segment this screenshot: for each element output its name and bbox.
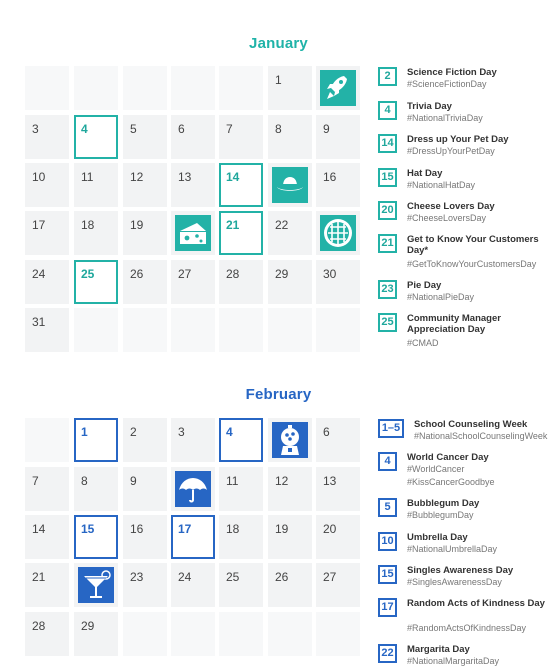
feb-day-5-cell — [268, 418, 312, 462]
day-number: 28 — [32, 619, 46, 633]
day-number: 28 — [226, 267, 240, 281]
date-badge: 25 — [378, 313, 397, 332]
feb-day-22-cell — [74, 563, 118, 607]
holiday-name: Community Manager Appreciation Day — [407, 313, 501, 335]
jan-day-26-cell — [123, 260, 167, 304]
jan-day-11-cell — [74, 163, 118, 207]
jan-day-18-cell — [74, 211, 118, 255]
hashtag: #NationalSchoolCounselingWeek — [414, 431, 548, 441]
day-number: 18 — [81, 218, 95, 232]
day-number: 4 — [226, 425, 233, 439]
day-number: 16 — [323, 170, 337, 184]
feb-day-15-cell — [74, 515, 118, 559]
jan-day-14-cell — [219, 163, 263, 207]
day-number: 3 — [32, 122, 39, 136]
jan-day-24-cell — [25, 260, 69, 304]
date-badge: 14 — [378, 134, 397, 153]
feb-empty-cell — [219, 612, 263, 656]
day-number: 1 — [81, 425, 88, 439]
jan-empty-cell — [74, 66, 118, 110]
jan-day-1-cell — [268, 66, 312, 110]
date-badge: 20 — [378, 201, 397, 220]
day-number: 25 — [226, 570, 240, 584]
jan-empty-cell — [74, 308, 118, 352]
day-number: 15 — [81, 522, 95, 536]
day-number: 7 — [32, 474, 39, 488]
jan-day-31-cell — [25, 308, 69, 352]
feb-day-13-cell — [316, 467, 360, 511]
day-number: 11 — [226, 474, 239, 488]
jan-day-27-cell — [171, 260, 215, 304]
jan-empty-cell — [268, 308, 312, 352]
day-number: 27 — [178, 267, 192, 281]
date-badge: 15 — [378, 168, 397, 187]
day-number: 17 — [178, 522, 192, 536]
day-number: 10 — [32, 170, 46, 184]
day-number: 17 — [32, 218, 46, 232]
date-badge: 5 — [378, 498, 397, 517]
day-number: 7 — [226, 122, 233, 136]
day-number: 25 — [81, 267, 95, 281]
jan-day-13-cell — [171, 163, 215, 207]
jan-empty-cell — [123, 66, 167, 110]
holiday-name: Margarita Day — [407, 644, 470, 655]
jan-empty-cell — [219, 308, 263, 352]
feb-empty-cell — [316, 612, 360, 656]
feb-day-8-cell — [74, 467, 118, 511]
feb-day-11-cell — [219, 467, 263, 511]
holiday-name: Science Fiction Day — [407, 67, 497, 78]
feb-day-9-cell — [123, 467, 167, 511]
day-number: 9 — [130, 474, 137, 488]
jan-day-17-cell — [25, 211, 69, 255]
holiday-name: Bubblegum Day — [407, 498, 480, 509]
day-number: 24 — [178, 570, 192, 584]
jan-day-10-cell — [25, 163, 69, 207]
feb-day-27-cell — [316, 563, 360, 607]
feb-day-25-cell — [219, 563, 263, 607]
hashtag: #NationalTriviaDay — [407, 113, 483, 123]
date-badge: 15 — [378, 565, 397, 584]
jan-day-21-cell — [219, 211, 263, 255]
hashtag: #GetToKnowYourCustomersDay — [407, 259, 537, 269]
feb-day-26-cell — [268, 563, 312, 607]
day-number: 6 — [178, 122, 185, 136]
jan-day-12-cell — [123, 163, 167, 207]
feb-empty-cell — [171, 612, 215, 656]
jan-empty-cell — [171, 66, 215, 110]
day-number: 31 — [32, 315, 46, 329]
holiday-name: Trivia Day — [407, 101, 452, 112]
holiday-name: Dress up Your Pet Day — [407, 134, 509, 145]
day-number: 8 — [275, 122, 282, 136]
date-badge: 4 — [378, 101, 397, 120]
jan-day-16-cell — [316, 163, 360, 207]
day-number: 27 — [323, 570, 337, 584]
day-number: 29 — [275, 267, 289, 281]
feb-day-20-cell — [316, 515, 360, 559]
feb-day-12-cell — [268, 467, 312, 511]
date-badge: 22 — [378, 644, 397, 663]
hashtag: #DressUpYourPetDay — [407, 146, 495, 156]
feb-day-28-cell — [25, 612, 69, 656]
day-number: 2 — [130, 425, 137, 439]
feb-day-7-cell — [25, 467, 69, 511]
feb-day-10-cell — [171, 467, 215, 511]
holiday-name: Umbrella Day — [407, 532, 468, 543]
day-number: 18 — [226, 522, 240, 536]
feb-empty-cell — [268, 612, 312, 656]
hashtag: #NationalHatDay — [407, 180, 476, 190]
january-title: January — [249, 35, 308, 52]
day-number: 23 — [130, 570, 144, 584]
day-number: 5 — [130, 122, 137, 136]
date-badge: 1–5 — [378, 419, 404, 438]
date-badge: 21 — [378, 234, 397, 253]
hashtag: #WorldCancer — [407, 464, 465, 474]
holiday-name: Singles Awareness Day — [407, 565, 514, 576]
date-badge: 4 — [378, 452, 397, 471]
feb-day-2-cell — [123, 418, 167, 462]
feb-day-3-cell — [171, 418, 215, 462]
jan-empty-cell — [171, 308, 215, 352]
hashtag: #CMAD — [407, 338, 439, 348]
feb-day-1-cell — [74, 418, 118, 462]
hashtag: #NationalMargaritaDay — [407, 656, 500, 666]
day-number: 8 — [81, 474, 88, 488]
date-badge: 17 — [378, 598, 397, 617]
jan-day-20-cell — [171, 211, 215, 255]
hashtag: #SinglesAwarenessDay — [407, 577, 502, 587]
jan-day-5-cell — [123, 115, 167, 159]
holiday-name: Cheese Lovers Day — [407, 201, 495, 212]
day-number: 9 — [323, 122, 330, 136]
day-number: 3 — [178, 425, 185, 439]
jan-day-25-cell — [74, 260, 118, 304]
day-number: 14 — [32, 522, 46, 536]
jan-empty-cell — [25, 66, 69, 110]
jan-empty-cell — [219, 66, 263, 110]
holiday-name: Random Acts of Kindness Day — [407, 598, 545, 609]
jan-day-7-cell — [219, 115, 263, 159]
hashtag: #RandomActsOfKindnessDay — [407, 623, 527, 633]
day-number: 21 — [226, 218, 240, 232]
hashtag: #NationalUmbrellaDay — [407, 544, 498, 554]
day-number: 13 — [178, 170, 192, 184]
hashtag: #KissCancerGoodbye — [407, 477, 495, 487]
jan-day-4-cell — [74, 115, 118, 159]
jan-day-30-cell — [316, 260, 360, 304]
day-number: 4 — [81, 122, 88, 136]
jan-day-2-cell — [316, 66, 360, 110]
holiday-name: Pie Day — [407, 280, 442, 291]
date-badge: 2 — [378, 67, 397, 86]
feb-day-17-cell — [171, 515, 215, 559]
jan-day-3-cell — [25, 115, 69, 159]
jan-day-29-cell — [268, 260, 312, 304]
day-number: 24 — [32, 267, 46, 281]
feb-day-4-cell — [219, 418, 263, 462]
day-number: 20 — [323, 522, 337, 536]
jan-empty-cell — [316, 308, 360, 352]
feb-day-24-cell — [171, 563, 215, 607]
jan-day-9-cell — [316, 115, 360, 159]
jan-day-22-cell — [268, 211, 312, 255]
holiday-name: Get to Know Your Customers Day* — [407, 234, 539, 256]
hashtag: #NationalPieDay — [407, 292, 475, 302]
day-number: 14 — [226, 170, 240, 184]
day-number: 12 — [130, 170, 144, 184]
date-badge: 10 — [378, 532, 397, 551]
holiday-name: Hat Day — [407, 168, 443, 179]
feb-day-23-cell — [123, 563, 167, 607]
feb-day-21-cell — [25, 563, 69, 607]
jan-empty-cell — [123, 308, 167, 352]
jan-day-8-cell — [268, 115, 312, 159]
jan-day-28-cell — [219, 260, 263, 304]
day-number: 19 — [275, 522, 289, 536]
day-number: 22 — [275, 218, 289, 232]
feb-day-6-cell — [316, 418, 360, 462]
hashtag: #BubblegumDay — [407, 510, 474, 520]
hashtag: #ScienceFictionDay — [407, 79, 487, 89]
feb-day-14-cell — [25, 515, 69, 559]
day-number: 19 — [130, 218, 144, 232]
feb-day-16-cell — [123, 515, 167, 559]
february-title: February — [245, 386, 312, 403]
day-number: 26 — [275, 570, 289, 584]
jan-day-19-cell — [123, 211, 167, 255]
feb-empty-cell — [25, 418, 69, 462]
date-badge: 23 — [378, 280, 397, 299]
holiday-name: School Counseling Week — [414, 419, 528, 430]
day-number: 11 — [81, 170, 94, 184]
day-number: 30 — [323, 267, 337, 281]
hashtag: #CheeseLoversDay — [407, 213, 487, 223]
day-number: 29 — [81, 619, 95, 633]
holiday-name: World Cancer Day — [407, 452, 489, 463]
jan-day-6-cell — [171, 115, 215, 159]
day-number: 6 — [323, 425, 330, 439]
day-number: 13 — [323, 474, 337, 488]
day-number: 21 — [32, 570, 46, 584]
feb-empty-cell — [123, 612, 167, 656]
day-number: 12 — [275, 474, 289, 488]
day-number: 1 — [275, 73, 282, 87]
day-number: 16 — [130, 522, 144, 536]
feb-day-29-cell — [74, 612, 118, 656]
feb-day-18-cell — [219, 515, 263, 559]
feb-day-19-cell — [268, 515, 312, 559]
jan-day-15-cell — [268, 163, 312, 207]
jan-day-23-cell — [316, 211, 360, 255]
day-number: 26 — [130, 267, 144, 281]
